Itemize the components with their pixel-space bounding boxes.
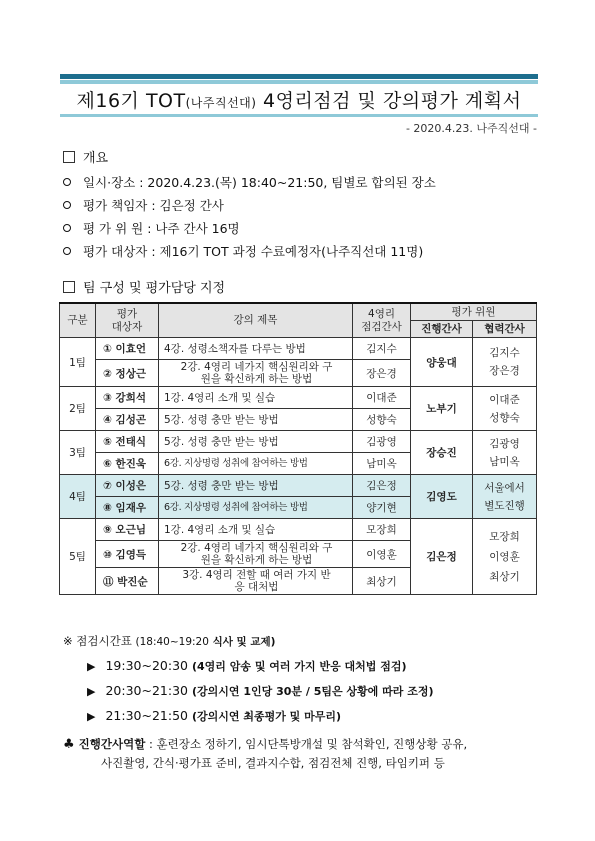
table-row <box>60 338 537 360</box>
lecture-cell: 6강. 지상명령 성취에 참여하는 방법 <box>159 453 353 475</box>
lecture-cell: 5강. 성령 충만 받는 방법 <box>159 409 353 431</box>
lecture-cell: 4강. 성령소책자를 다루는 방법 <box>159 338 353 360</box>
lecture-cell: 1강. 4영리 소개 및 실습 <box>159 387 353 409</box>
checker-cell: 김은정 <box>353 475 411 497</box>
schedule-step: ▶ 21:30~21:50 (강의시연 최종평가 및 마무리) <box>87 708 342 723</box>
lecture-cell: 5강. 성령 충만 받는 방법 <box>159 431 353 453</box>
lead-cell: 김영도 <box>411 475 473 519</box>
target-cell: ⑤ 전태식 <box>96 431 159 453</box>
triangle-right-icon: ▶ <box>87 685 96 698</box>
team-cell: 5팀 <box>60 519 96 595</box>
checker-cell: 이영훈 <box>353 541 411 568</box>
title-top-rule-light <box>60 80 538 84</box>
table-row <box>60 519 537 541</box>
lead-cell: 김은정 <box>411 519 473 595</box>
lecture-cell: 6강. 지상명령 성취에 참여하는 방법 <box>159 497 353 519</box>
lead-role-description: ♣ 진행간사역할 : 훈련장소 정하기, 임시단톡방개설 및 참석확인, 진행상황 공유, 사진촬영, 간식·평가표 준비, 결과지수합, 점검전체 진행, 타임키퍼 등 <box>63 737 468 770</box>
document-title: 제16기 TOT(나주직선대) 4영리점검 및 강의평가 계획서 <box>76 90 522 112</box>
target-cell: ⑦ 이성은 <box>96 475 159 497</box>
schedule-step: ▶ 19:30~20:30 (4영리 암송 및 여러 가지 반응 대처법 점검) <box>87 658 407 673</box>
lecture-cell: 2강. 4영리 네가지 핵심원리와 구 원을 확신하게 하는 방법 <box>159 541 353 568</box>
triangle-right-icon: ▶ <box>87 710 96 723</box>
assist-cell: 모장희 이영훈 최상기 <box>473 519 537 595</box>
checker-cell: 남미옥 <box>353 453 411 475</box>
header-lecture: 강의 제목 <box>159 303 353 338</box>
section-team-heading: 팀 구성 및 평가담당 지정 <box>63 277 225 296</box>
target-cell: ② 정상근 <box>96 360 159 387</box>
section-overview-heading: 개요 <box>63 147 108 166</box>
checker-cell: 김광영 <box>353 431 411 453</box>
team-cell: 2팀 <box>60 387 96 431</box>
table-row <box>60 475 537 497</box>
triangle-right-icon: ▶ <box>87 660 96 673</box>
schedule-step: ▶ 20:30~21:30 (강의시연 1인당 30분 / 5팀은 상황에 따라 조정) <box>87 683 434 698</box>
lecture-cell: 5강. 성령 충만 받는 방법 <box>159 475 353 497</box>
header-target: 평가 대상자 <box>96 303 159 338</box>
lecture-cell: 1강. 4영리 소개 및 실습 <box>159 519 353 541</box>
assist-cell: 이대준 성향숙 <box>473 387 537 431</box>
team-cell: 4팀 <box>60 475 96 519</box>
club-suit-icon: ♣ <box>63 737 75 752</box>
overview-item: 평 가 위 원 : 나주 간사 16명 <box>63 219 240 237</box>
checker-cell: 성향숙 <box>353 409 411 431</box>
lead-cell: 양웅대 <box>411 338 473 387</box>
checker-cell: 모장희 <box>353 519 411 541</box>
circle-bullet-icon <box>63 178 71 186</box>
checker-cell: 최상기 <box>353 568 411 595</box>
date-line: - 2020.4.23. 나주직선대 - <box>405 122 537 135</box>
lead-cell: 노부기 <box>411 387 473 431</box>
team-table <box>59 302 537 595</box>
table-row <box>60 431 537 453</box>
checkbox-square-icon <box>63 281 75 293</box>
team-cell: 3팀 <box>60 431 96 475</box>
overview-item: 평가 대상자 : 제16기 TOT 과정 수료예정자(나주직선대 11명) <box>63 242 423 260</box>
circle-bullet-icon <box>63 224 71 232</box>
checker-cell: 이대준 <box>353 387 411 409</box>
checkbox-square-icon <box>63 151 75 163</box>
table-row <box>60 387 537 409</box>
target-cell: ⑥ 한진욱 <box>96 453 159 475</box>
target-cell: ③ 강희석 <box>96 387 159 409</box>
checker-cell: 장은경 <box>353 360 411 387</box>
lead-cell: 장승진 <box>411 431 473 475</box>
schedule-note: ※ 점검시간표 (18:40~19:20 식사 및 교제) <box>63 634 276 648</box>
header-committee: 평가 위원 <box>411 303 537 321</box>
circle-bullet-icon <box>63 247 71 255</box>
team-cell: 1팀 <box>60 338 96 387</box>
overview-item: 평가 책임자 : 김은정 간사 <box>63 196 224 214</box>
checker-cell: 김지수 <box>353 338 411 360</box>
checker-cell: 양기현 <box>353 497 411 519</box>
lecture-cell: 3강. 4영리 전할 때 여러 가지 반 응 대처법 <box>159 568 353 595</box>
overview-item: 일시·장소 : 2020.4.23.(목) 18:40~21:50, 팀별로 합의된 장소 <box>63 173 436 191</box>
header-lead: 진행간사 <box>411 321 473 338</box>
target-cell: ① 이효언 <box>96 338 159 360</box>
header-team: 구분 <box>60 303 96 338</box>
target-cell: ⑩ 김영득 <box>96 541 159 568</box>
lecture-cell: 2강. 4영리 네가지 핵심원리와 구 원을 확신하게 하는 방법 <box>159 360 353 387</box>
target-cell: ⑨ 오근님 <box>96 519 159 541</box>
circle-bullet-icon <box>63 201 71 209</box>
target-cell: ⑪ 박진순 <box>96 568 159 595</box>
header-check: 4영리 점검간사 <box>353 303 411 338</box>
assist-cell: 김광영 남미옥 <box>473 431 537 475</box>
header-assist: 협력간사 <box>473 321 537 338</box>
target-cell: ④ 김성곤 <box>96 409 159 431</box>
target-cell: ⑧ 임재우 <box>96 497 159 519</box>
assist-cell: 김지수 장은경 <box>473 338 537 387</box>
title-top-rule <box>60 74 538 79</box>
assist-cell: 서울에서 별도진행 <box>473 475 537 519</box>
title-bottom-rule <box>60 114 538 117</box>
